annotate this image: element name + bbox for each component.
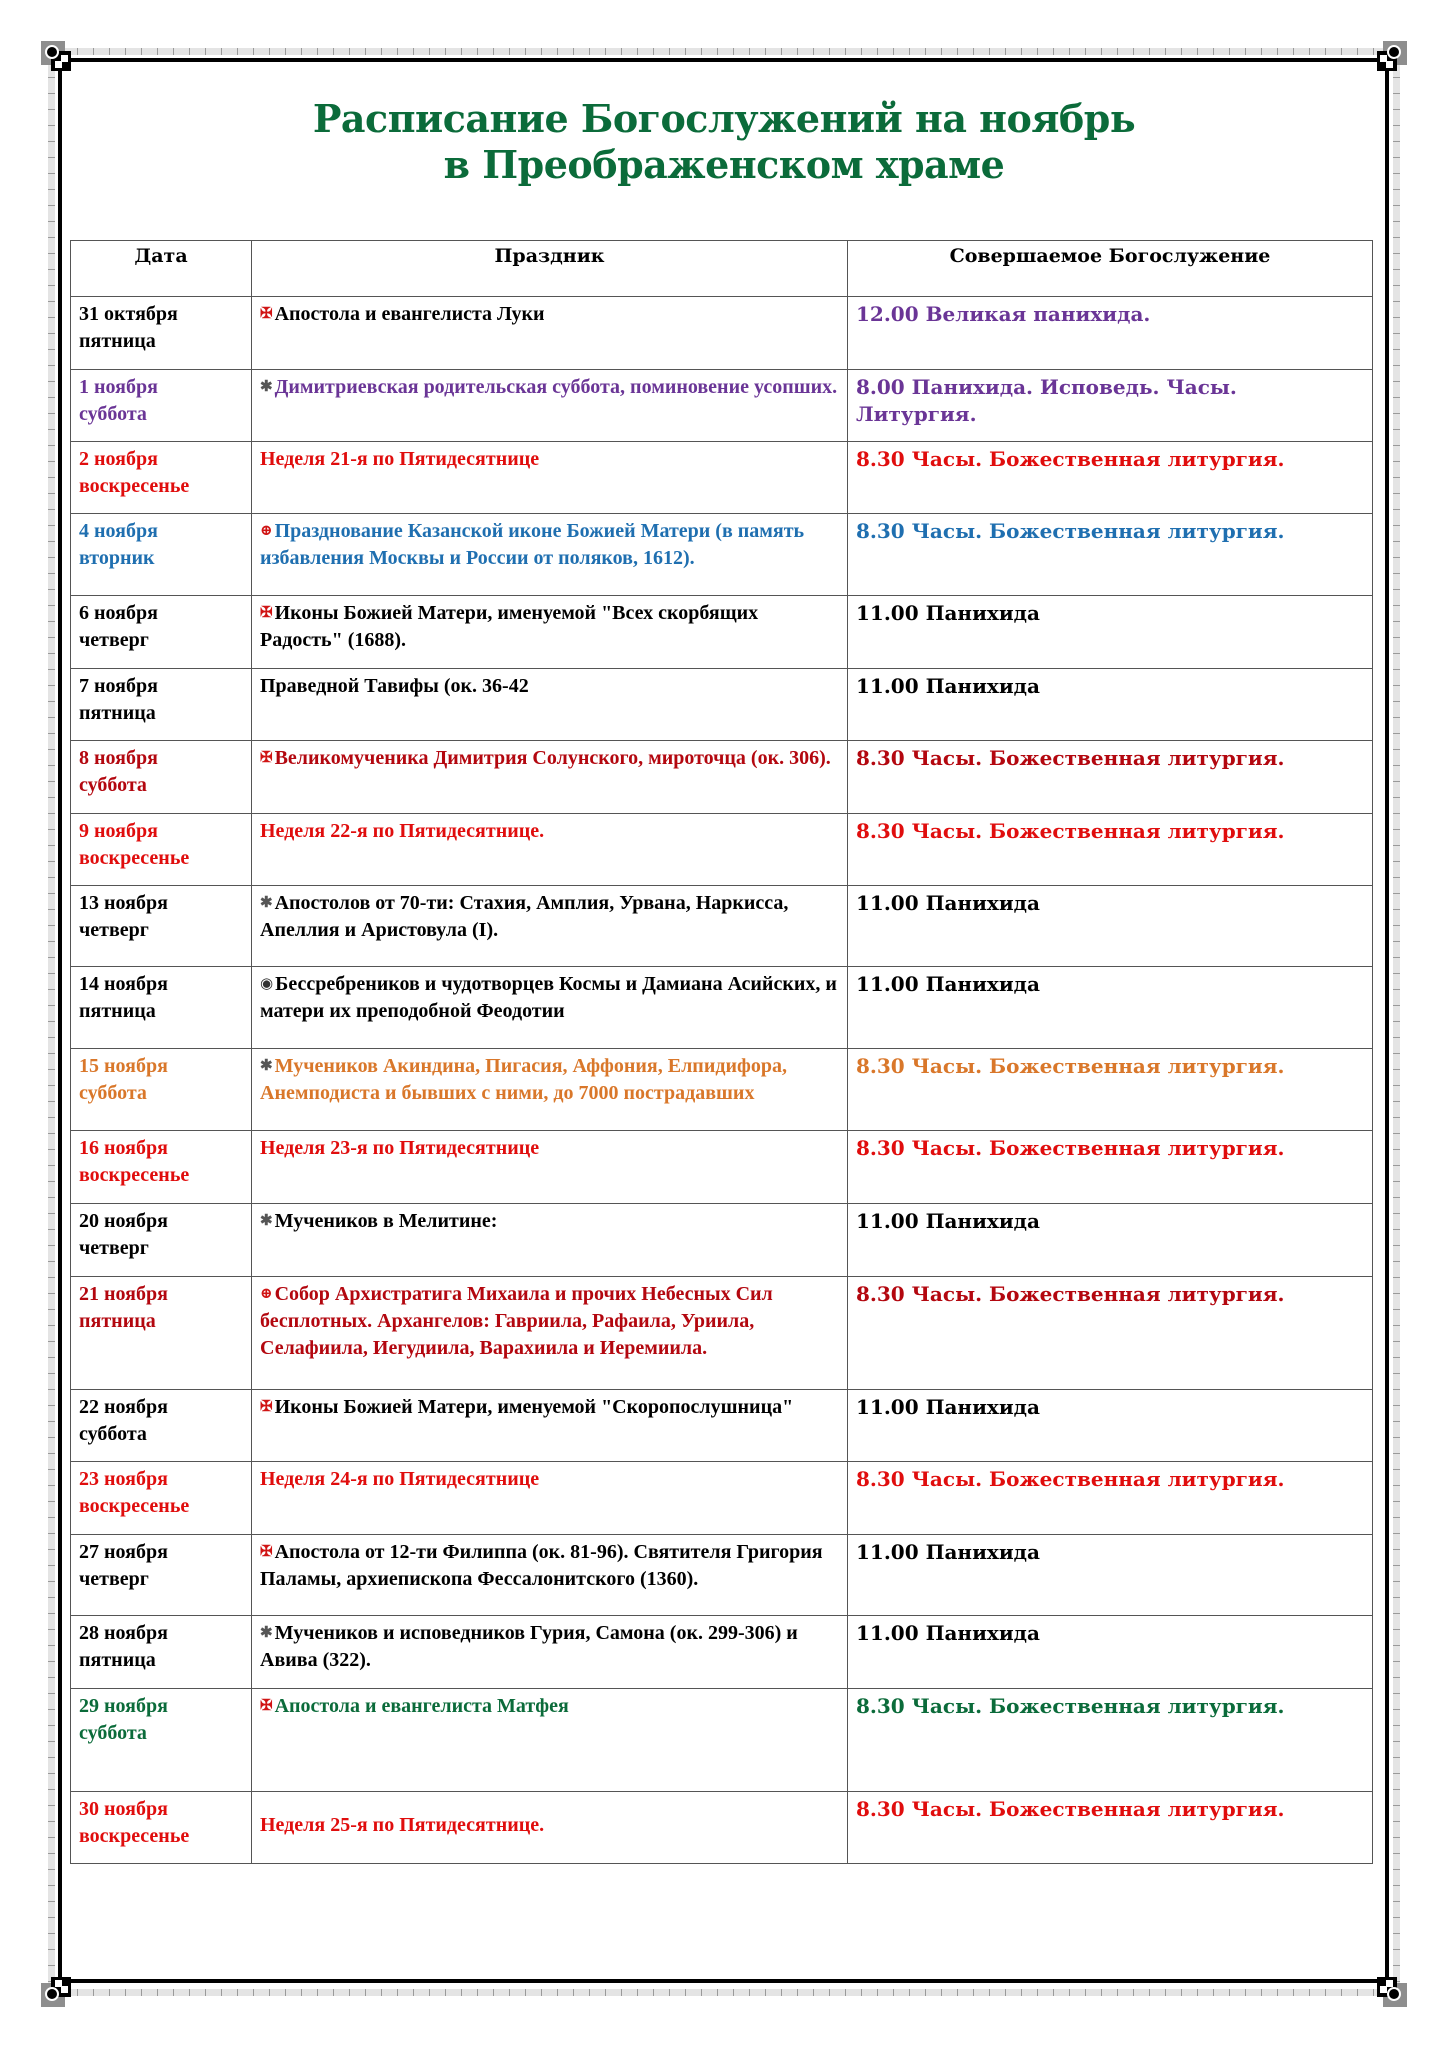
date-weekday: пятница [79,702,156,724]
date-weekday: воскресенье [79,1164,190,1186]
service-text: 8.30 Часы. Божественная литургия. [856,746,1285,770]
feast-name: Празднование Казанской иконе Божией Матери (в память избавления Москвы и России от поляков, 1612). [260,520,805,569]
asterisk-icon: ✱ [260,1213,273,1229]
date-weekday: пятница [79,330,156,352]
service-text: 11.00 Панихида [856,891,1040,915]
date-cell [71,1616,252,1689]
service-cell [848,967,1373,1049]
corner-ornament-bottom-left-icon [41,1977,71,2007]
date-day: 23 ноября [79,1468,168,1490]
service-text: 8.30 Часы. Божественная литургия. [856,1467,1285,1491]
date-day: 30 ноября [79,1798,168,1820]
date-weekday: четверг [79,1568,149,1590]
service-cell [848,886,1373,967]
schedule-rows [71,297,1373,1864]
table-row [71,1535,1373,1616]
red-circle-cross-icon: ⊕ [260,523,273,539]
service-text: 11.00 Панихида [856,601,1040,625]
date-weekday: четверг [79,919,149,941]
feast-name: Мучеников в Мелитине: [274,1210,498,1232]
service-text: 8.30 Часы. Божественная литургия. [856,1282,1285,1306]
feast-cell [252,741,848,814]
red-cross-icon: ✠ [260,605,273,621]
date-weekday: суббота [79,1423,147,1445]
service-cell [848,1277,1373,1390]
feast-name: Собор Архистратига Михаила и прочих Небесных Сил бесплотных. Архангелов: Гавриила, Рафаила, Уриила, Селафиила, Иегудиила, Варахиила и Иеремиила. [260,1283,773,1359]
table-row [71,1792,1373,1864]
service-text: 8.30 Часы. Божественная литургия. [856,1694,1285,1718]
feast-name: Димитриевская родительская суббота, поминовение усопших. [274,376,838,398]
table-row [71,1277,1373,1390]
date-cell [71,814,252,886]
feast-cell [252,886,848,967]
date-cell [71,514,252,596]
feast-cell [252,967,848,1049]
feast-cell [252,442,848,514]
service-text: 8.30 Часы. Божественная литургия. [856,1136,1285,1160]
date-day: 27 ноября [79,1541,168,1563]
date-day: 2 ноября [79,448,158,470]
table-row [71,1616,1373,1689]
date-day: 15 ноября [79,1055,168,1077]
feast-name: Апостола и евангелиста Луки [274,303,545,325]
feast-cell [252,297,848,370]
date-cell [71,442,252,514]
table-row [71,1049,1373,1131]
date-weekday: пятница [79,1000,156,1022]
date-day: 13 ноября [79,892,168,914]
date-day: 31 октября [79,303,178,325]
frame-border-bottom [62,1989,1386,1996]
table-row [71,1689,1373,1792]
table-row [71,1204,1373,1277]
feast-cell [252,1131,848,1204]
date-cell [71,669,252,741]
feast-name: Неделя 23-я по Пятидесятнице [260,1137,540,1159]
date-day: 29 ноября [79,1695,168,1717]
service-cell [848,741,1373,814]
date-day: 28 ноября [79,1622,168,1644]
feast-cell [252,514,848,596]
date-weekday: суббота [79,1082,147,1104]
date-cell [71,1277,252,1390]
date-cell [71,1792,252,1864]
service-cell [848,442,1373,514]
service-text: 11.00 Панихида [856,972,1040,996]
table-row [71,514,1373,596]
title-line-2: в Преображенском храме [443,142,1005,187]
date-day: 16 ноября [79,1137,168,1159]
service-cell [848,1049,1373,1131]
red-cross-icon: ✠ [260,1399,273,1415]
date-cell [71,967,252,1049]
schedule-table [70,240,1373,1864]
column-header-date: Дата [71,241,252,297]
service-cell [848,596,1373,669]
red-cross-icon: ✠ [260,750,273,766]
date-cell [71,1390,252,1462]
date-day: 7 ноября [79,675,158,697]
feast-name: Иконы Божией Матери, именуемой "Скоропослушница" [274,1396,794,1418]
feast-name: Неделя 25-я по Пятидесятнице. [260,1814,545,1836]
service-text: 8.30 Часы. Божественная литургия. [856,519,1285,543]
corner-ornament-top-right-icon [1377,41,1407,71]
date-cell [71,1204,252,1277]
service-cell [848,1616,1373,1689]
feast-name: Неделя 22-я по Пятидесятнице. [260,820,545,842]
table-row [71,1462,1373,1535]
table-row [71,1131,1373,1204]
service-text: 11.00 Панихида [856,1621,1040,1645]
feast-cell [252,1616,848,1689]
table-row [71,886,1373,967]
feast-cell [252,1390,848,1462]
date-weekday: вторник [79,547,155,569]
feast-cell [252,1277,848,1390]
service-text: 8.00 Панихида. Исповедь. Часы. Литургия. [856,375,1237,426]
service-cell [848,514,1373,596]
date-cell [71,1535,252,1616]
table-row [71,442,1373,514]
page-title [0,96,1448,188]
red-cross-icon: ✠ [260,306,273,322]
date-weekday: воскресенье [79,1825,190,1847]
column-header-feast: Праздник [252,241,848,297]
date-day: 20 ноября [79,1210,168,1232]
service-text: 11.00 Панихида [856,1209,1040,1233]
date-weekday: воскресенье [79,847,190,869]
feast-name: Бессребреников и чудотворцев Космы и Дамиана Асийских, и матери их преподобной Феодотии [260,973,837,1022]
service-cell [848,1689,1373,1792]
feast-name: Неделя 24-я по Пятидесятнице [260,1468,540,1490]
service-text: 11.00 Панихида [856,674,1040,698]
feast-cell [252,370,848,442]
service-cell [848,1204,1373,1277]
service-cell [848,814,1373,886]
date-day: 1 ноября [79,376,158,398]
service-cell [848,669,1373,741]
table-row [71,370,1373,442]
frame-border-left [48,62,55,1986]
date-cell [71,1462,252,1535]
service-text: 8.30 Часы. Божественная литургия. [856,819,1285,843]
feast-name: Неделя 21-я по Пятидесятнице [260,448,540,470]
feast-name: Мучеников Акиндина, Пигасия, Аффония, Елпидифора, Анемподиста и бывших с ними, до 7000 пострадавших [260,1055,787,1104]
service-text: 11.00 Панихида [856,1395,1040,1419]
corner-ornament-top-left-icon [41,41,71,71]
service-text: 8.30 Часы. Божественная литургия. [856,1797,1285,1821]
date-weekday: воскресенье [79,475,190,497]
date-weekday: пятница [79,1649,156,1671]
asterisk-icon: ✱ [260,895,273,911]
frame-border-right [1393,62,1400,1986]
feast-name: Мучеников и исповедников Гурия, Самона (ок. 299-306) и Авива (322). [260,1622,798,1671]
date-cell [71,1689,252,1792]
date-weekday: суббота [79,403,147,425]
feast-name: Праведной Тавифы (ок. 36-42 [260,675,529,697]
title-line-1: Расписание Богослужений на ноябрь [312,96,1136,141]
service-cell [848,297,1373,370]
date-day: 21 ноября [79,1283,168,1305]
table-row [71,967,1373,1049]
service-cell [848,1792,1373,1864]
date-weekday: четверг [79,629,149,651]
feast-name: Апостолов от 70-ти: Стахия, Амплия, Урвана, Наркисса, Апеллия и Аристовула (I). [260,892,789,941]
circled-dot-icon: ◉ [260,976,274,992]
service-text: 12.00 Великая панихида. [856,302,1151,326]
feast-cell [252,669,848,741]
feast-cell [252,596,848,669]
red-cross-icon: ✠ [260,1544,273,1560]
date-day: 4 ноября [79,520,158,542]
asterisk-icon: ✱ [260,379,273,395]
red-cross-icon: ✠ [260,1698,273,1714]
date-weekday: суббота [79,774,147,796]
feast-cell [252,1535,848,1616]
table-row [71,741,1373,814]
service-cell [848,1462,1373,1535]
table-row [71,1390,1373,1462]
date-day: 22 ноября [79,1396,168,1418]
service-text: 11.00 Панихида [856,1540,1040,1564]
feast-name: Апостола и евангелиста Матфея [274,1695,569,1717]
date-weekday: пятница [79,1310,156,1332]
column-header-service: Совершаемое Богослужение [848,241,1373,297]
table-row [71,297,1373,370]
service-cell [848,370,1373,442]
service-cell [848,1535,1373,1616]
feast-name: Великомученика Димитрия Солунского, мироточца (ок. 306). [274,747,831,769]
frame-border-top [62,48,1386,55]
service-text: 8.30 Часы. Божественная литургия. [856,447,1285,471]
date-cell [71,741,252,814]
feast-cell [252,814,848,886]
date-cell [71,886,252,967]
date-day: 9 ноября [79,820,158,842]
red-circle-cross-icon: ⊕ [260,1286,273,1302]
feast-cell [252,1462,848,1535]
feast-cell [252,1204,848,1277]
date-weekday: четверг [79,1237,149,1259]
date-day: 14 ноября [79,973,168,995]
table-row [71,814,1373,886]
date-cell [71,297,252,370]
feast-name: Иконы Божией Матери, именуемой "Всех скорбящих Радость" (1688). [260,602,759,651]
date-cell [71,1049,252,1131]
asterisk-icon: ✱ [260,1625,273,1641]
feast-cell [252,1792,848,1864]
date-day: 8 ноября [79,747,158,769]
table-row [71,596,1373,669]
date-weekday: воскресенье [79,1495,190,1517]
date-cell [71,370,252,442]
asterisk-icon: ✱ [260,1058,273,1074]
service-text: 8.30 Часы. Божественная литургия. [856,1054,1285,1078]
table-row [71,669,1373,741]
service-cell [848,1131,1373,1204]
feast-cell [252,1049,848,1131]
date-cell [71,1131,252,1204]
date-cell [71,596,252,669]
table-header-row [71,241,1373,297]
feast-name: Апостола от 12-ти Филиппа (ок. 81-96). Святителя Григория Паламы, архиепископа Фессалонитского (1360). [260,1541,823,1590]
date-day: 6 ноября [79,602,158,624]
feast-cell [252,1689,848,1792]
service-cell [848,1390,1373,1462]
date-weekday: суббота [79,1722,147,1744]
corner-ornament-bottom-right-icon [1377,1977,1407,2007]
